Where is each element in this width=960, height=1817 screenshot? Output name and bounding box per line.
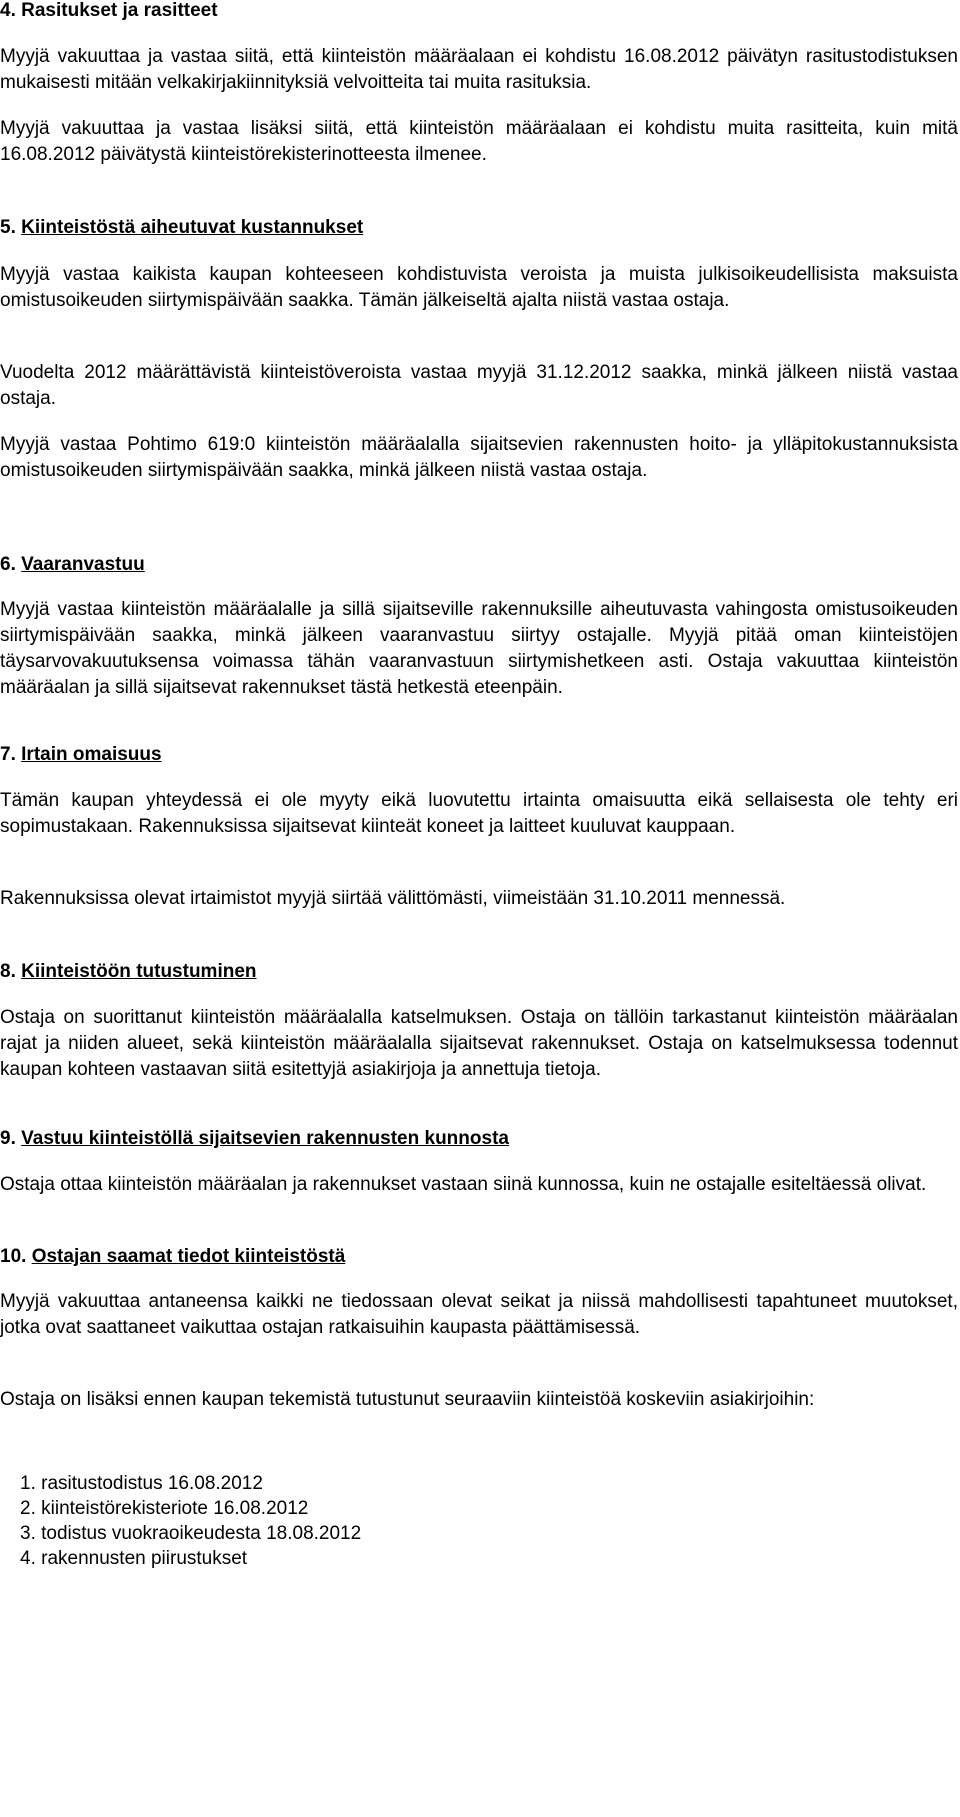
section-8-paragraph-1: Ostaja on suorittanut kiinteistön määräalalla katselmuksen. Ostaja on tällöin tarkastanut kiinteistön määräalan rajat ja niiden alueet, sekä kiinteistön määräalalla sijaitsevat rakennukset. Ostaja on katselmuksessa todennut kaupan kohteen vastaavan siitä esitettyjä asiakirjoja ja annettuja tietoja.: [0, 1007, 958, 1080]
section-6-number: 6.: [0, 554, 16, 575]
section-8-heading: [0, 960, 257, 984]
list-item: 1. rasitustodistus 16.08.2012: [20, 1473, 263, 1494]
section-4-number: 4.: [0, 0, 16, 21]
section-8-number: 8.: [0, 961, 16, 982]
section-10-heading: [0, 1245, 345, 1269]
section-9-title: Vastuu kiinteistöllä sijaitsevien rakennusten kunnosta: [21, 1128, 509, 1149]
section-9-paragraph-1: Ostaja ottaa kiinteistön määräalan ja rakennukset vastaan siinä kunnossa, kuin ne ostajalle esiteltäessä olivat.: [0, 1174, 927, 1195]
section-10-paragraph-1: Myyjä vakuuttaa antaneensa kaikki ne tiedossaan olevat seikat ja niissä mahdollisesti tapahtuneet muutokset, jotka ovat saattaneet vaikuttaa ostajan ratkaisuihin kaupasta päättämisessä.: [0, 1291, 958, 1338]
list-item: 3. todistus vuokraoikeudesta 18.08.2012: [20, 1523, 362, 1544]
section-10-title: Ostajan saamat tiedot kiinteistöstä: [31, 1246, 346, 1267]
section-6-heading: [0, 553, 145, 577]
section-4-heading: [0, 0, 218, 23]
section-7-paragraph-2: Rakennuksissa olevat irtaimistot myyjä siirtää välittömästi, viimeistään 31.10.2011 mennessä.: [0, 888, 786, 909]
section-4-title: Rasitukset ja rasitteet: [21, 0, 218, 21]
section-5-number: 5.: [0, 217, 16, 238]
section-5-title: Kiinteistöstä aiheutuvat kustannukset: [21, 217, 364, 238]
section-5-paragraph-3: Myyjä vastaa Pohtimo 619:0 kiinteistön määräalalla sijaitsevien rakennusten hoito- ja ylläpitokustannuksista omistusoikeuden siirtymispäivään saakka, minkä jälkeen niistä vastaa ostaja.: [0, 434, 958, 481]
section-7-heading: [0, 743, 162, 767]
list-item: 2. kiinteistörekisteriote 16.08.2012: [20, 1498, 309, 1519]
section-4-paragraph-1: Myyjä vakuuttaa ja vastaa siitä, että kiinteistön määräalaan ei kohdistu 16.08.2012 päivätyn rasitustodistuksen mukaisesti mitään velkakirjakiinnityksiä velvoitteita tai muita rasituksia.: [0, 46, 958, 93]
section-7-title: Irtain omaisuus: [21, 744, 162, 765]
section-5-paragraph-2: Vuodelta 2012 määrättävistä kiinteistöveroista vastaa myyjä 31.12.2012 saakka, minkä jälkeen niistä vastaa ostaja.: [0, 362, 958, 409]
section-8-title: Kiinteistöön tutustuminen: [21, 961, 257, 982]
section-6-title: Vaaranvastuu: [21, 554, 145, 575]
section-7-number: 7.: [0, 744, 16, 765]
section-5-paragraph-1: Myyjä vastaa kaikista kaupan kohteeseen kohdistuvista veroista ja muista julkisoikeudellisista maksuista omistusoikeuden siirtymispäivään saakka. Tämän jälkeiseltä ajalta niistä vastaa ostaja.: [0, 264, 958, 311]
section-10-number: 10.: [0, 1246, 27, 1267]
section-7-paragraph-1: Tämän kaupan yhteydessä ei ole myyty eikä luovutettu irtainta omaisuutta eikä sellaisesta ole tehty eri sopimustakaan. Rakennuksissa sijaitsevat kiinteät koneet ja laitteet kuuluvat kauppaan.: [0, 790, 958, 837]
section-4-paragraph-2: Myyjä vakuuttaa ja vastaa lisäksi siitä, että kiinteistön määräalaan ei kohdistu muita rasitteita, kuin mitä 16.08.2012 päivätystä kiinteistörekisterinotteesta ilmenee.: [0, 118, 958, 165]
list-item: 4. rakennusten piirustukset: [20, 1548, 248, 1569]
section-10-paragraph-2: Ostaja on lisäksi ennen kaupan tekemistä tutustunut seuraaviin kiinteistöä koskeviin asiakirjoihin:: [0, 1389, 815, 1410]
section-9-number: 9.: [0, 1128, 16, 1149]
section-5-heading: [0, 216, 363, 240]
section-6-paragraph-1: Myyjä vastaa kiinteistön määräalalle ja sillä sijaitseville rakennuksille aiheutuvasta vahingosta omistusoikeuden siirtymispäivään saakka, minkä jälkeen vaaranvastuu siirtyy ostajalle. Myyjä pitää oman kiinteistöjen täysarvovakuutuksensa voimassa tähän vaaranvastuun siirtymishetkeen asti. Ostaja vakuuttaa kiinteistön määräalan ja sillä sijaitsevat rakennukset tästä hetkestä eteenpäin.: [0, 599, 958, 698]
section-9-heading: [0, 1127, 509, 1151]
